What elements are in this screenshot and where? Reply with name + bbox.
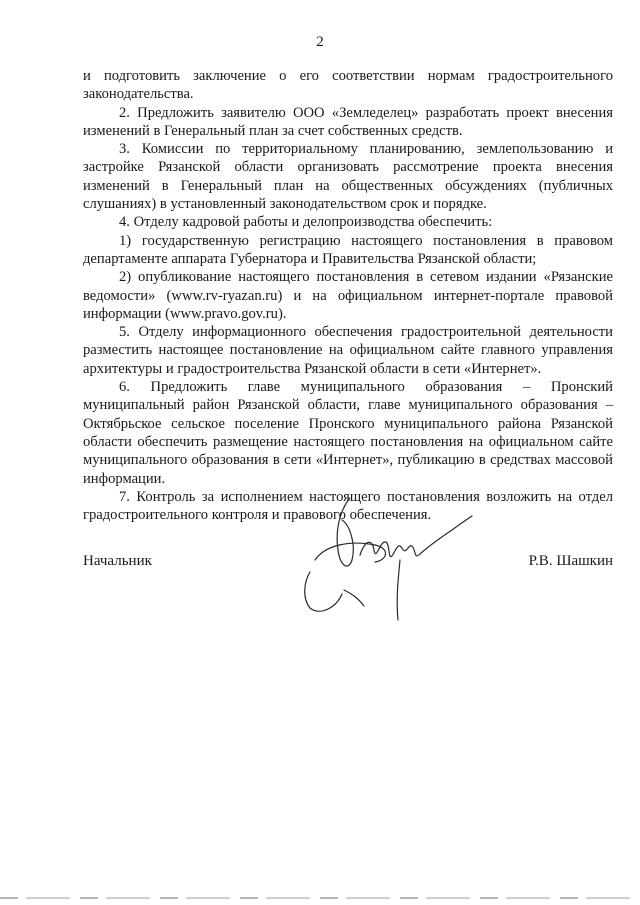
paragraph-item-5: 5. Отделу информационного обеспечения градостроительной деятельности разместить настоящее постановление на официальном сайте главного управления архитектуры и градостроительства Рязанской области в сети «Интернет». bbox=[83, 324, 613, 377]
page-number: 2 bbox=[316, 34, 324, 50]
paragraph-subitem-2: 2) опубликование настоящего постановления в сетевом издании «Рязанские ведомости» (www.rv-ryazan.ru) и на официальном интернет-портале правовой информации (www.pravo.gov.ru). bbox=[83, 269, 613, 322]
paragraph-item-3: 3. Комиссии по территориальному планированию, землепользованию и застройке Рязанской области организовать рассмотрение проекта внесения изменений в Генеральный план на общественных обсуждениях (публичных слушаниях) в установленный законодательством срок и порядке. bbox=[83, 141, 613, 213]
paragraph-continuation: и подготовить заключение о его соответствии нормам градостроительного законодательства. bbox=[83, 68, 613, 103]
paragraph-item-4: 4. Отделу кадровой работы и делопроизводства обеспечить: bbox=[119, 214, 493, 231]
paragraph-item-7: 7. Контроль за исполнением настоящего постановления возложить на отдел градостроительного контроля и правового обеспечения. bbox=[83, 488, 613, 524]
document-body bbox=[83, 67, 613, 524]
paragraph-item-2: 2. Предложить заявителю ООО «Земледелец» разработать проект внесения изменений в Генеральный план за счет собственных средств. bbox=[83, 104, 613, 139]
handwritten-signature bbox=[280, 490, 480, 630]
paragraph-subitem-1: 1) государственную регистрацию настоящего постановления в правовом департаменте аппарата Губернатора и Правительства Рязанской области; bbox=[83, 232, 613, 267]
signatory-name: Р.В. Шашкин bbox=[528, 553, 613, 569]
paragraph-item-6: 6. Предложить главе муниципального образования – Пронский муниципальный район Рязанской области, главе муниципального образования – Октябрьское сельское поселение Пронского муниципального района Рязанской области обеспечить размещение настоящего постановления на официальном сайте муниципального образования в сети «Интернет», публикацию в средствах массовой информации. bbox=[83, 379, 613, 487]
signatory-role: Начальник bbox=[83, 553, 152, 569]
scan-artifact-line bbox=[0, 897, 640, 899]
